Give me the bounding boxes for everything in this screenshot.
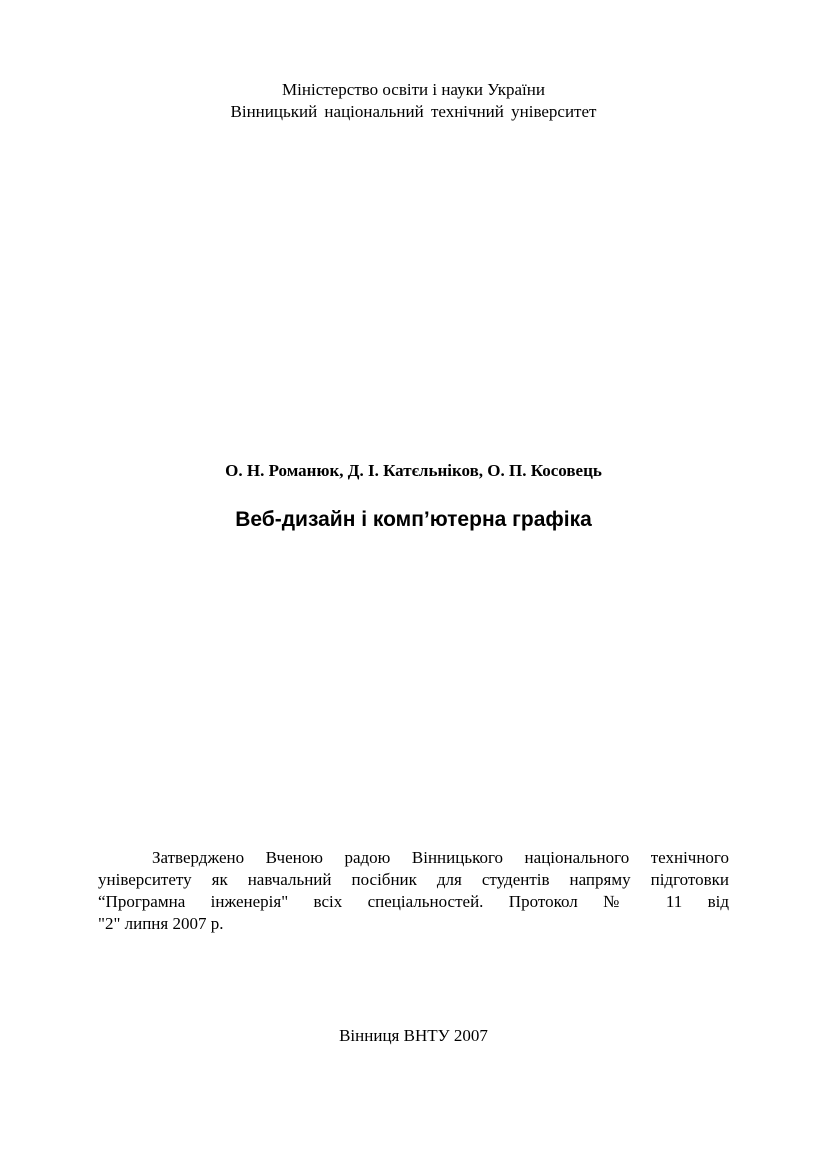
university-name: Вінницький національний технічний університет [230, 102, 597, 121]
approval-line-3: “Програмна інженерія" всіх спеціальностей. Протокол № 11 від [98, 892, 729, 911]
approval-line-4: "2" липня 2007 р. [98, 914, 224, 933]
approval-line-1: Затверджено Вченою радою Вінницького національного технічного [152, 848, 729, 867]
authors-line: О. Н. Романюк, Д. І. Катєльніков, О. П. Косовець [225, 461, 602, 480]
approval-line-2: університету як навчальний посібник для студентів напряму підготовки [98, 870, 729, 889]
book-title: Веб-дизайн і комп’ютерна графіка [235, 508, 592, 531]
ministry-name: Міністерство освіти і науки України [282, 80, 545, 99]
publication-imprint: Вінниця ВНТУ 2007 [339, 1026, 488, 1045]
